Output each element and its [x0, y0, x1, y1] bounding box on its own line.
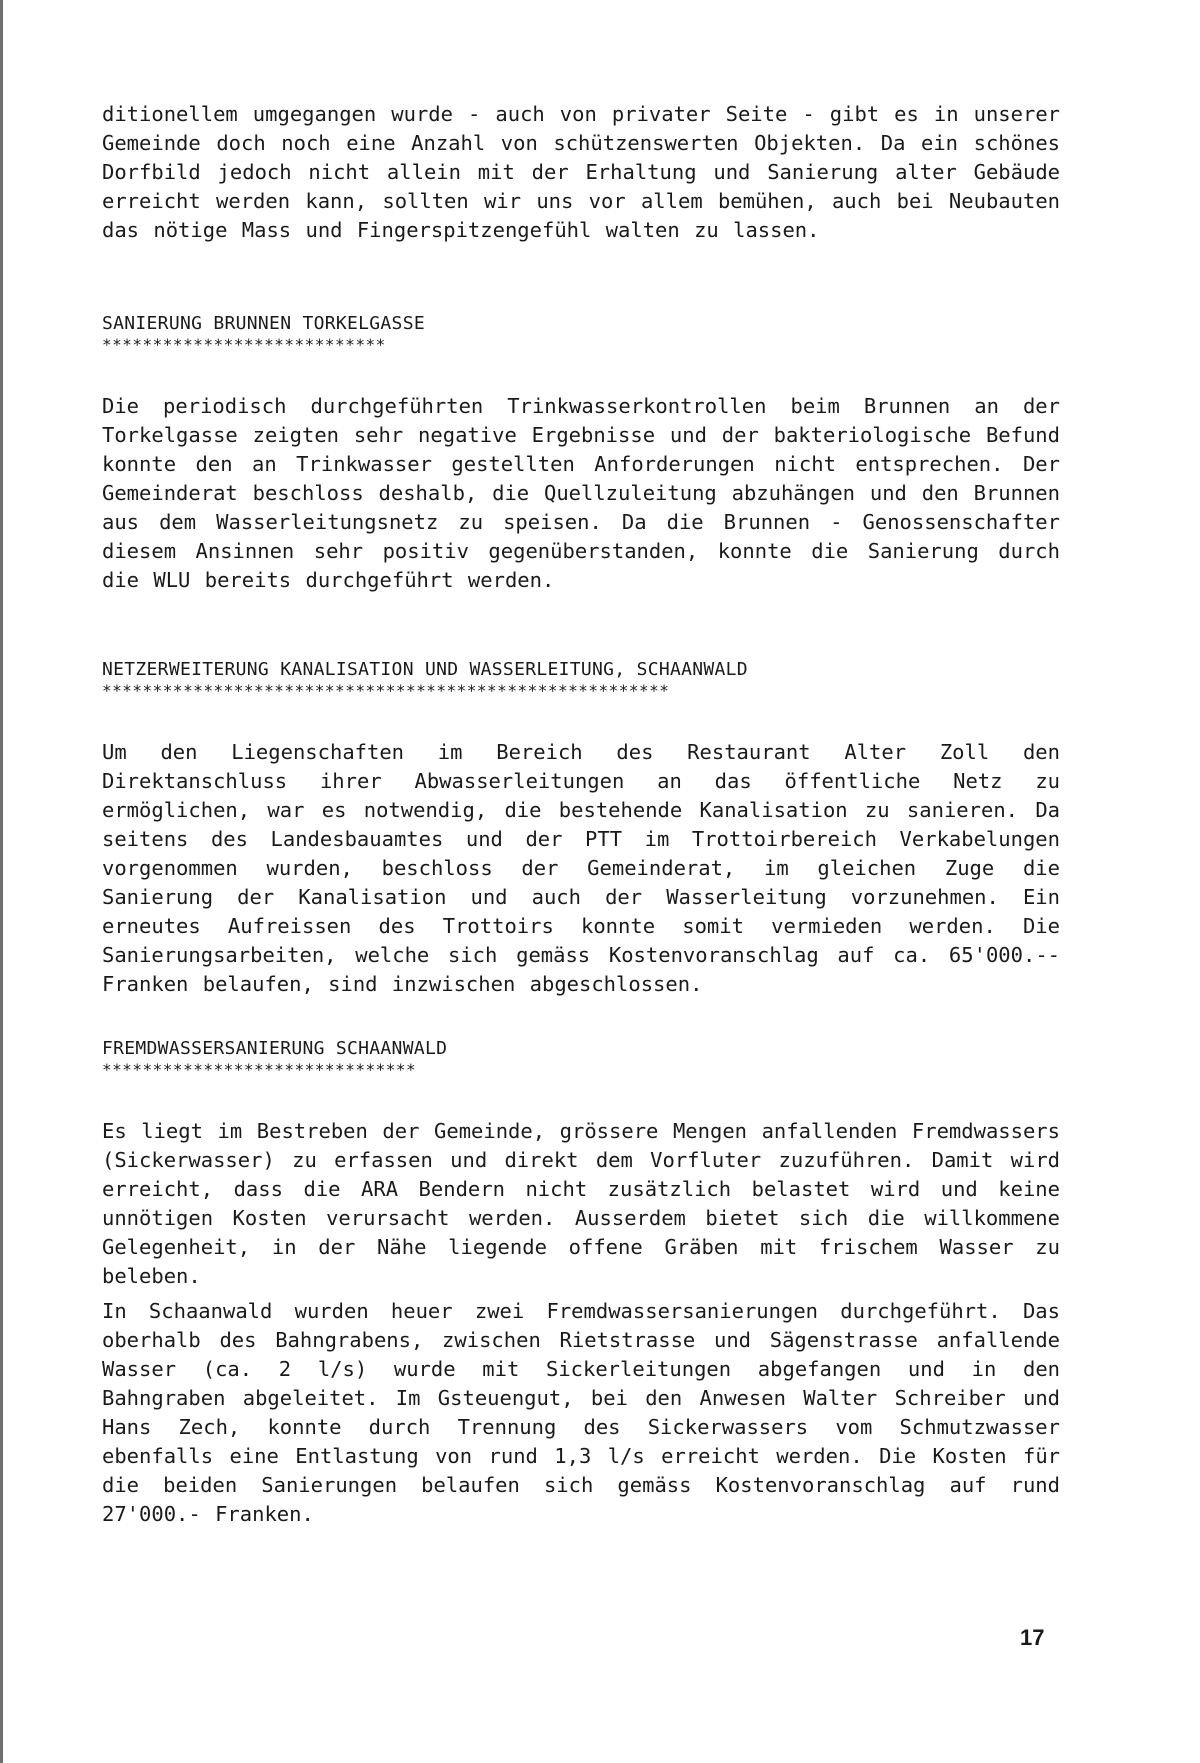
section-heading: SANIERUNG BRUNNEN TORKELGASSE	[102, 313, 425, 334]
section-sanierung-brunnen	[102, 312, 1060, 595]
heading-underline: ********************************************************	[102, 682, 670, 700]
heading-underline: *******************************	[102, 1061, 417, 1079]
heading-underline: ****************************	[102, 336, 386, 354]
page-content	[102, 100, 1060, 1529]
section-paragraph: Um den Liegenschaften im Bereich des Restaurant Alter Zoll den Direktanschluss ihrer Abwasserleitungen an das öffentliche Netz zu ermöglichen, war es notwendig, die bestehende Kanalisation zu sanieren. Da seitens des Landesbauamtes und der PTT im Trottoirbereich Verkabelungen vorgenommen wurden, beschloss der Gemeinderat, im gleichen Zuge die Sanierung der Kanalisation und auch der Wasserleitung vorzunehmen. Ein erneutes Aufreissen des Trottoirs konnte somit vermieden werden. Die Sanierungsarbeiten, welche sich gemäss Kostenvoranschlag auf ca. 65'000.-- Franken belaufen, sind inzwischen abgeschlossen.	[102, 740, 1060, 996]
section-fremdwassersanierung	[102, 1037, 1060, 1529]
section-netzerweiterung	[102, 658, 1060, 999]
page-number: 17	[1020, 1625, 1045, 1650]
section-paragraph: Die periodisch durchgeführten Trinkwasserkontrollen beim Brunnen an der Torkelgasse zeigten sehr negative Ergebnisse und der bakteriologische Befund konnte den an Trinkwasser gestellten Anforderungen nicht entsprechen. Der Gemeinderat beschloss deshalb, die Quellzuleitung abzuhängen und den Brunnen aus dem Wasserleitungsnetz zu speisen. Da die Brunnen - Genossenschafter diesem Ansinnen sehr positiv gegenüberstanden, konnte die Sanierung durch die WLU bereits durchgeführt werden.	[102, 394, 1060, 592]
section-heading: NETZERWEITERUNG KANALISATION UND WASSERLEITUNG, SCHAANWALD	[102, 659, 748, 680]
section-heading: FREMDWASSERSANIERUNG SCHAANWALD	[102, 1038, 448, 1059]
intro-paragraph: ditionellem umgegangen wurde - auch von privater Seite - gibt es in unserer Gemeinde doch noch eine Anzahl von schützenswerten Objekten. Da ein schönes Dorfbild jedoch nicht allein mit der Erhaltung und Sanierung alter Gebäude erreicht werden kann, sollten wir uns vor allem bemühen, auch bei Neubauten das nötige Mass und Fingerspitzengefühl walten zu lassen.	[102, 102, 1060, 242]
section-paragraph: Es liegt im Bestreben der Gemeinde, grössere Mengen anfallenden Fremdwassers (Sickerwasser) zu erfassen und direkt dem Vorfluter zuzuführen. Damit wird erreicht, dass die ARA Bendern nicht zusätzlich belastet wird und keine unnötigen Kosten verursacht werden. Ausserdem bietet sich die willkommene Gelegenheit, in der Nähe liegende offene Gräben mit frischem Wasser zu beleben.	[102, 1119, 1060, 1288]
section-paragraph: In Schaanwald wurden heuer zwei Fremdwassersanierungen durchgeführt. Das oberhalb des Bahngrabens, zwischen Rietstrasse und Sägenstrasse anfallende Wasser (ca. 2 l/s) wurde mit Sickerleitungen abgefangen und in den Bahngraben abgeleitet. Im Gsteuengut, bei den Anwesen Walter Schreiber und Hans Zech, konnte durch Trennung des Sickerwassers vom Schmutzwasser ebenfalls eine Entlastung von rund 1,3 l/s erreicht werden. Die Kosten für die beiden Sanierungen belaufen sich gemäss Kostenvoranschlag auf rund 27'000.- Franken.	[102, 1299, 1060, 1526]
scan-edge-line	[0, 0, 3, 1763]
